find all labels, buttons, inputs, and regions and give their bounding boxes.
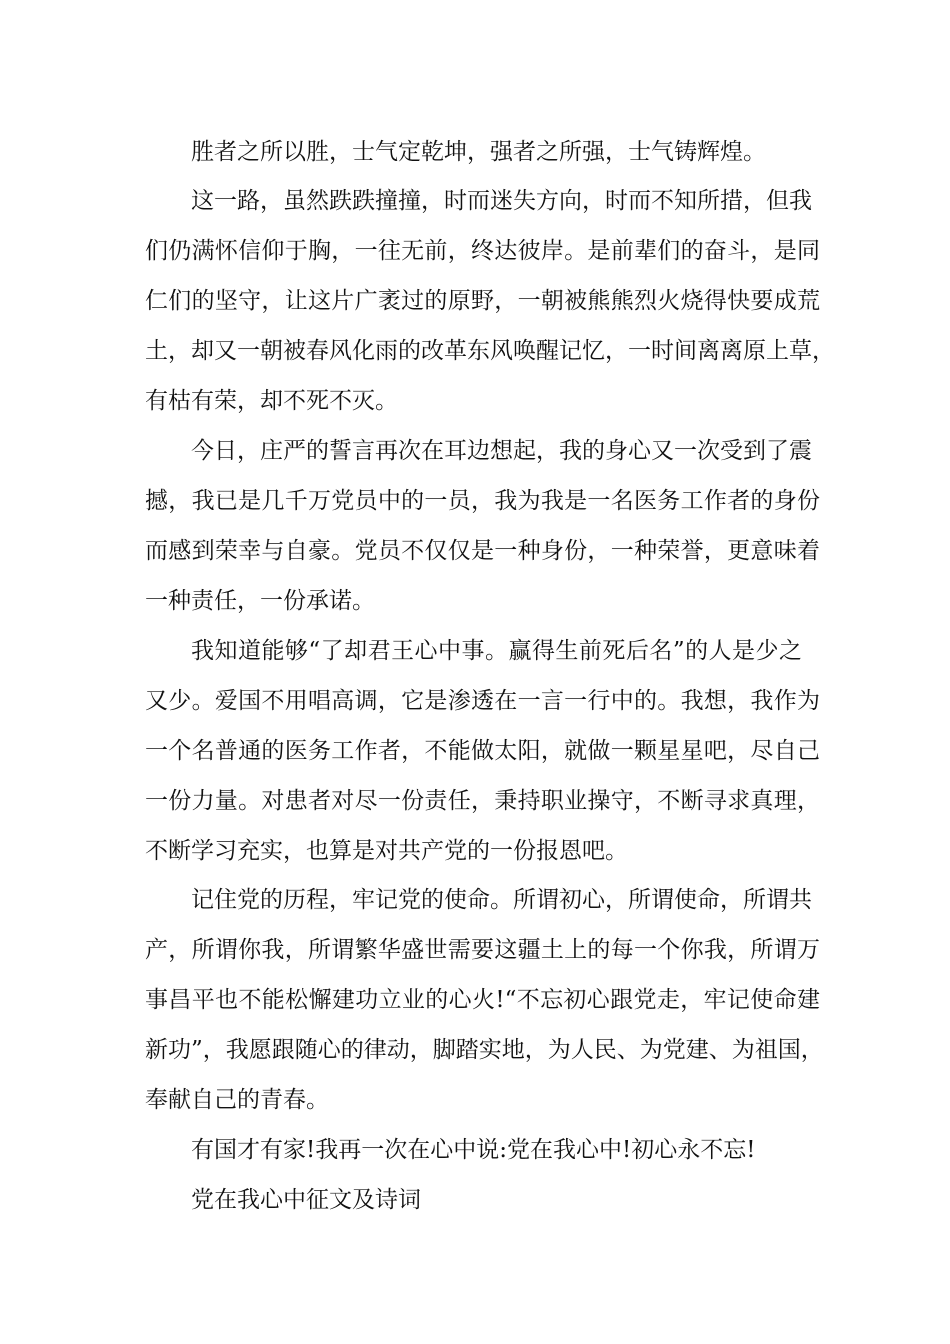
section-heading: 党在我心中征文及诗词: [191, 1187, 421, 1213]
paragraph-line: 一个名普通的医务工作者，不能做太阳，就做一颗星星吧，尽自己: [145, 738, 820, 764]
paragraph-line: 而感到荣幸与自豪。党员不仅仅是一种身份，一种荣誉，更意味着: [145, 538, 820, 564]
paragraph-line: 新功”，我愿跟随心的律动，脚踏实地，为人民、为党建、为祖国，: [145, 1037, 824, 1063]
paragraph-line: 仁们的坚守，让这片广袤过的原野，一朝被熊熊烈火烧得快要成荒: [145, 288, 820, 314]
paragraph-line: 土，却又一朝被春风化雨的改革东风唤醒记忆，一时间离离原上草，: [145, 338, 835, 364]
paragraph-line: 一种责任，一份承诺。: [145, 588, 375, 614]
paragraph-line: 这一路，虽然跌跌撞撞，时而迷失方向，时而不知所措，但我: [191, 188, 812, 214]
paragraph-line: 产，所谓你我，所谓繁华盛世需要这疆土上的每一个你我，所谓万: [145, 937, 820, 963]
paragraph-line: 胜者之所以胜，士气定乾坤，强者之所强，士气铸辉煌。: [191, 139, 766, 165]
paragraph-line: 一份力量。对患者对尽一份责任，秉持职业操守，不断寻求真理，: [145, 788, 820, 814]
paragraph-line: 撼，我已是几千万党员中的一员，我为我是一名医务工作者的身份: [145, 488, 820, 514]
paragraph-line: 记住党的历程，牢记党的使命。所谓初心，所谓使命，所谓共: [191, 887, 812, 913]
paragraph-line: 不断学习充实，也算是对共产党的一份报恩吧。: [145, 838, 628, 864]
paragraph-line: 我知道能够“了却君王心中事。赢得生前死后名”的人是少之: [191, 638, 802, 664]
paragraph-line: 有国才有家!我再一次在心中说:党在我心中!初心永不忘!: [191, 1137, 756, 1163]
paragraph-line: 今日，庄严的誓言再次在耳边想起，我的身心又一次受到了震: [191, 438, 812, 464]
paragraph-line: 事昌平也不能松懈建功立业的心火!“不忘初心跟党走，牢记使命建: [145, 987, 820, 1013]
paragraph-line: 奉献自己的青春。: [145, 1087, 329, 1113]
paragraph-line: 又少。爱国不用唱高调，它是渗透在一言一行中的。我想，我作为: [145, 688, 820, 714]
paragraph-line: 们仍满怀信仰于胸，一往无前，终达彼岸。是前辈们的奋斗，是同: [145, 238, 820, 264]
paragraph-line: 有枯有荣，却不死不灭。: [145, 388, 398, 414]
